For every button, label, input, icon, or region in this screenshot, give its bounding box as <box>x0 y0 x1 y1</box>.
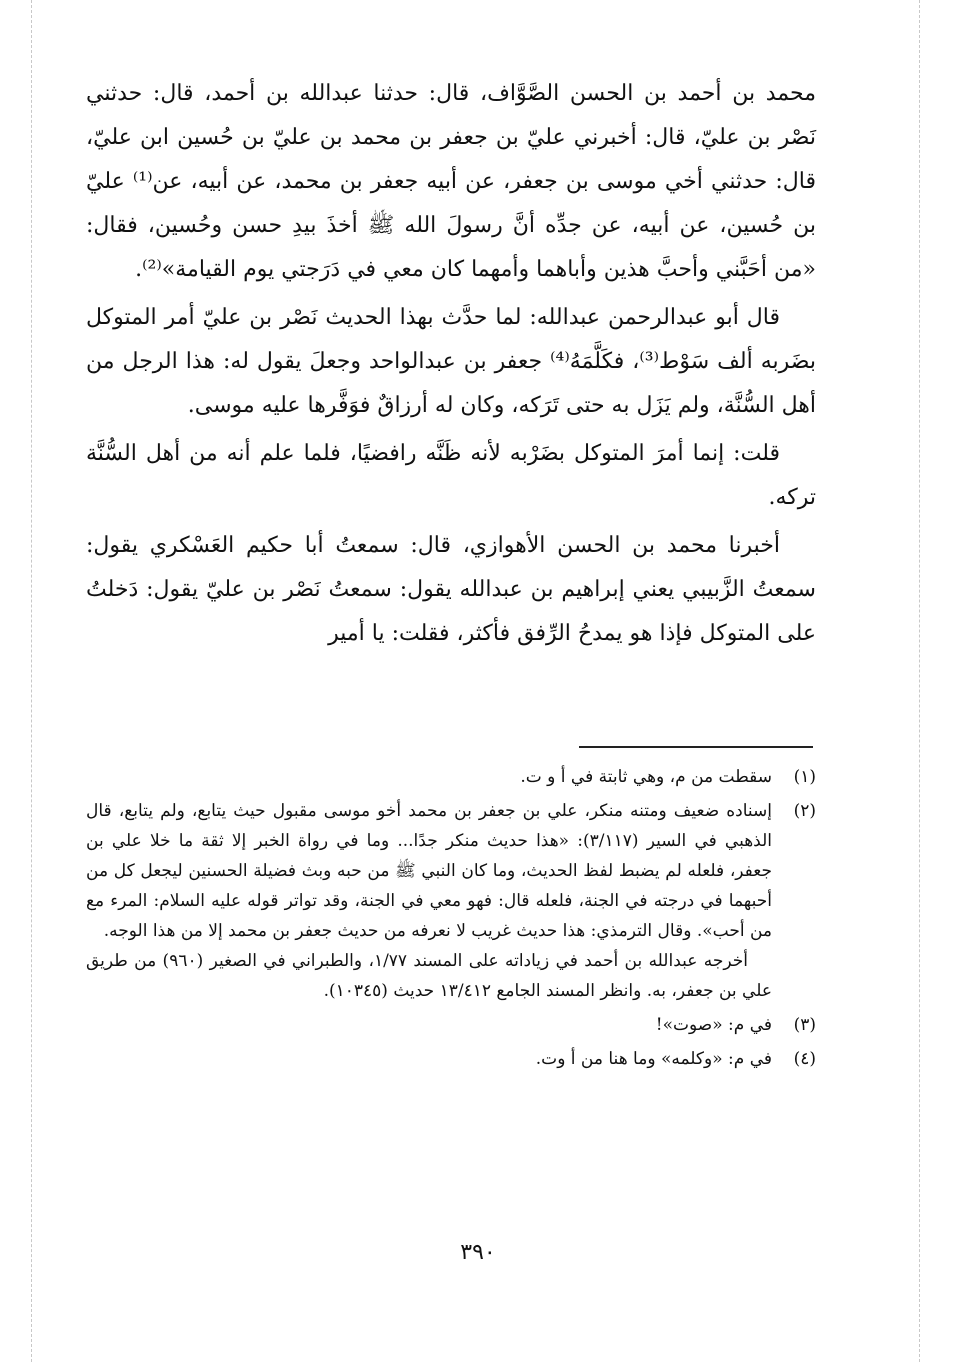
footnote-text: في م: «وكلمه» وما هنا من أ وت. <box>535 1049 772 1069</box>
footnote-separator <box>579 746 813 748</box>
footnote-1 <box>86 762 816 792</box>
footnote-text: سقطت من م، وهي ثابتة في أ و ت. <box>520 767 772 787</box>
footnote-number: (٤) <box>793 1049 816 1069</box>
footnote-number: (٣) <box>793 1015 816 1035</box>
paragraph-2: قال أبو عبدالرحمن عبدالله: لما حدَّث بهذا الحديث نَصْر بن عليّ أمر المتوكل بضَربه ألف سَوْط⁽³⁾، فكَلَّمَهُ⁽⁴⁾ جعفر بن عبدالواحد وجعلَ يقول له: هذا الرجل من أهل السُّنَّة، ولم يَزَل به حتى تَرَكه، وكان له أرزاقٌ فوَفَّرها عليه موسى. <box>86 305 816 418</box>
footnote-number: (٢) <box>793 801 816 821</box>
paragraph-1: محمد بن أحمد بن الحسن الصَّوَّاف، قال: حدثنا عبدالله بن أحمد، قال: حدثني نَصْر بن عليّ، قال: أخبرني عليّ بن جعفر بن محمد بن عليّ بن حُسين ابن عليّ، قال: حدثني أخي موسى بن جعفر، عن أبيه جعفر بن محمد، عن أبيه، عن⁽¹⁾ عليّ بن حُسين، عن أبيه، عن جدِّه أنَّ رسولَ الله ﷺ أخذَ بيدِ حسن وحُسين، فقال: «من أحَبَّني وأحبَّ هذين وأباهما وأمهما كان معي في دَرَجتي يوم القيامة»⁽²⁾. <box>86 81 816 282</box>
footnote-2 <box>86 796 816 1006</box>
paragraph-4: أخبرنا محمد بن الحسن الأهوازي، قال: سمعتُ أبا حكيم العَسْكري يقول: سمعتُ الزَّبيبي يعني إبراهيم بن عبدالله يقول: سمعتُ نَصْر بن عليّ يقول: دَخلتُ على المتوكل فإذا هو يمدحُ الرِّفق فأكثر، فقلت: يا أمير <box>86 533 816 646</box>
footnote-number: (١) <box>793 767 816 787</box>
footnote-4 <box>86 1044 816 1074</box>
footnote-text: في م: «صوت»! <box>655 1015 772 1035</box>
footnote-3 <box>86 1010 816 1040</box>
right-margin-guide <box>919 0 920 1362</box>
page-number: ٣٩٠ <box>460 1240 496 1265</box>
paragraph-3: قلت: إنما أمرَ المتوكل بضَرْبه لأنه ظَنَّه رافضيًا، فلما علم أنه من أهل السُّنَّة تركه. <box>86 441 816 510</box>
main-text <box>86 72 816 660</box>
left-margin-guide <box>31 0 32 1362</box>
footnotes <box>86 762 816 1078</box>
footnote-text: إسناده ضعيف ومتنه منكر، علي بن جعفر بن محمد أخو موسى مقبول حيث يتابع، ولم يتابع، قال الذهبي في السير (٣/١١٧): «هذا حديث منكر جدًا... وما في رواة الخبر إلا ثقة ما خلا علي بن جعفر، فلعله لم يضبط لفظ الحديث، وما كان النبي ﷺ من حبه وبث فضيلة الحسنين ليجعل كل من أحبهما في درجته في الجنة، فلعله قال: فهو معي في الجنة، وقد تواتر قوله عليه السلام: المرء مع من أحب». وقال الترمذي: هذا حديث غريب لا نعرفه من حديث جعفر بن محمد إلا من هذا الوجه. <box>86 801 772 941</box>
footnote-text-continued: أخرجه عبدالله بن أحمد في زياداته على المسند ١/٧٧، والطبراني في الصغير (٩٦٠) من طريق علي بن جعفر، به. وانظر المسند الجامع ١٣/٤١٢ حديث (١٠٣٤٥). <box>86 951 772 1001</box>
